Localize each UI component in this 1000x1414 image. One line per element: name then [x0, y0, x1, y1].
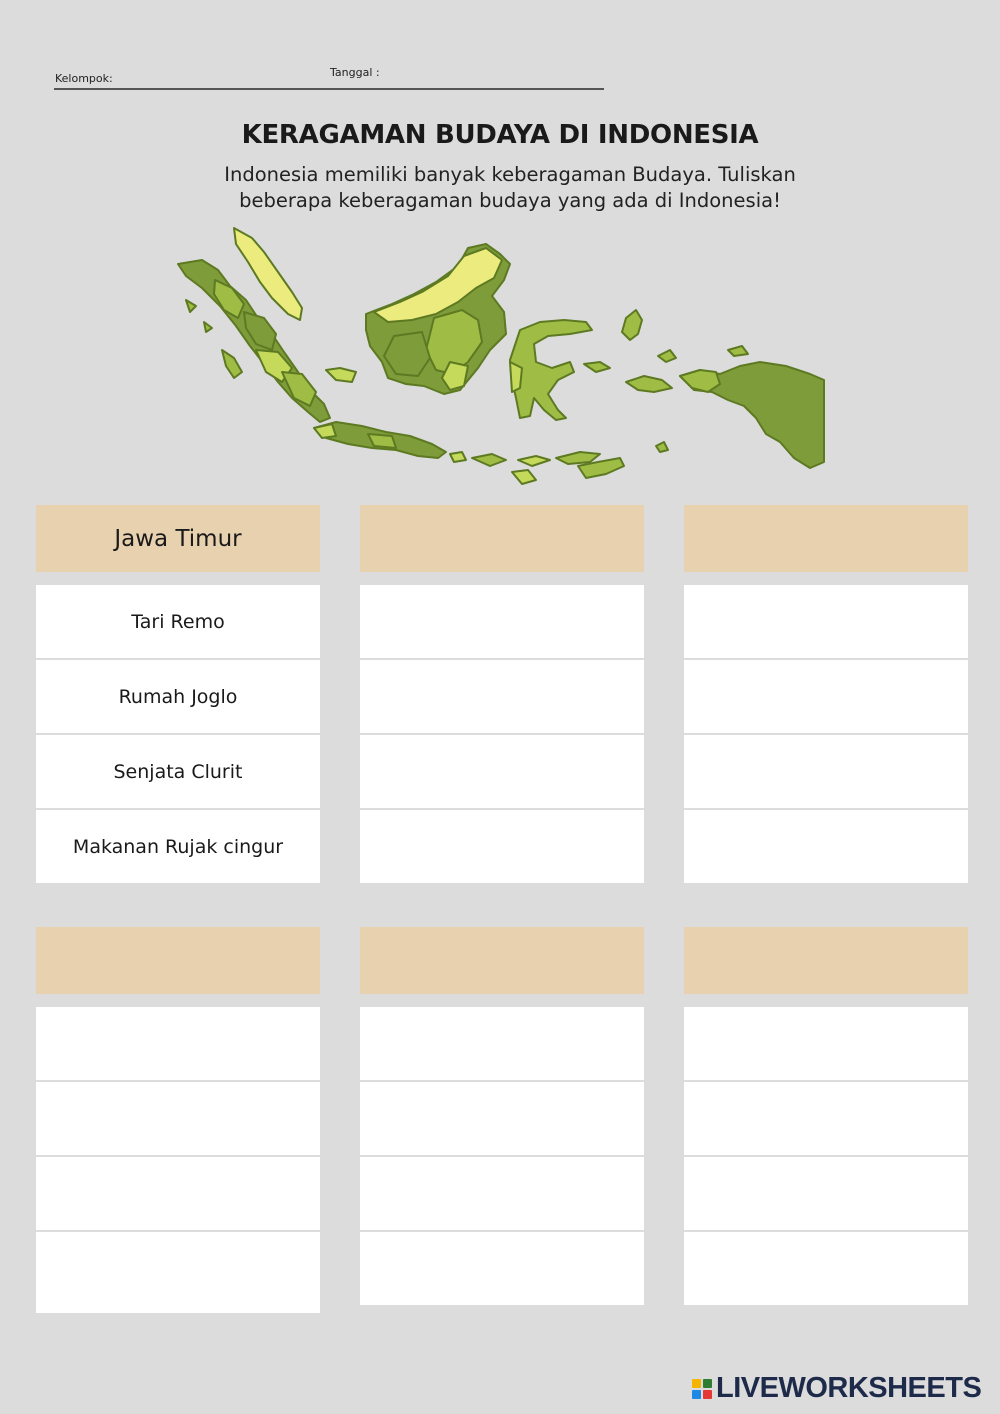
logo-tile [703, 1390, 712, 1399]
tanggal-label: Tanggal : [330, 66, 380, 79]
table-row[interactable] [36, 1157, 320, 1230]
map-region [658, 350, 676, 362]
logo-tile [703, 1379, 712, 1388]
table-row[interactable] [684, 1232, 968, 1305]
table-row[interactable] [360, 735, 644, 808]
table-row[interactable] [360, 1082, 644, 1155]
table-header-cell[interactable] [360, 927, 644, 994]
table-row[interactable] [360, 1232, 644, 1305]
table-row[interactable] [684, 810, 968, 883]
map-region [728, 346, 748, 356]
table-row[interactable] [684, 1007, 968, 1080]
table-row[interactable]: Makanan Rujak cingur [36, 810, 320, 883]
table-header-cell[interactable] [684, 927, 968, 994]
table-row[interactable] [360, 1157, 644, 1230]
map-region [518, 456, 550, 466]
logo-text: LIVEWORKSHEETS [716, 1372, 982, 1404]
map-region [472, 454, 506, 466]
table-header-cell[interactable] [684, 505, 968, 572]
kelompok-label: Kelompok: [55, 72, 113, 85]
map-region [326, 368, 356, 382]
indonesia-map-icon [160, 222, 840, 492]
table-row[interactable] [360, 1007, 644, 1080]
table-row[interactable] [36, 1007, 320, 1080]
table-row[interactable] [36, 1232, 320, 1313]
logo-tile [692, 1379, 701, 1388]
map-region [512, 470, 536, 484]
header-underline [54, 88, 604, 90]
map-region [626, 376, 672, 392]
map-region [222, 350, 242, 378]
table-row[interactable]: Rumah Joglo [36, 660, 320, 733]
map-region [680, 370, 720, 392]
table-row[interactable] [36, 1082, 320, 1155]
page-title: KERAGAMAN BUDAYA DI INDONESIA [241, 120, 759, 150]
table-row[interactable] [684, 660, 968, 733]
table-row[interactable] [360, 585, 644, 658]
map-region [622, 310, 642, 340]
logo-tiles-icon [692, 1379, 712, 1399]
table-row[interactable] [360, 660, 644, 733]
map-region [450, 452, 466, 462]
page-subtitle: Indonesia memiliki banyak keberagaman Budaya. Tuliskan beberapa keberagaman budaya yang ada di Indonesia! [224, 163, 796, 212]
map-region [584, 362, 610, 372]
map-region [204, 322, 212, 332]
table-row[interactable] [684, 585, 968, 658]
map-region [510, 362, 522, 392]
table-row[interactable]: Senjata Clurit [36, 735, 320, 808]
table-row[interactable] [360, 810, 644, 883]
map-region [214, 280, 244, 318]
table-header-cell[interactable] [360, 505, 644, 572]
map-region [656, 442, 668, 452]
table-row[interactable] [684, 1157, 968, 1230]
table-header-cell[interactable] [36, 927, 320, 994]
table-row[interactable] [684, 1082, 968, 1155]
table-header-cell[interactable]: Jawa Timur [36, 505, 320, 572]
table-row[interactable]: Tari Remo [36, 585, 320, 658]
map-region [186, 300, 196, 312]
table-row[interactable] [684, 735, 968, 808]
logo-tile [692, 1390, 701, 1399]
liveworksheets-logo[interactable] [692, 1372, 981, 1405]
